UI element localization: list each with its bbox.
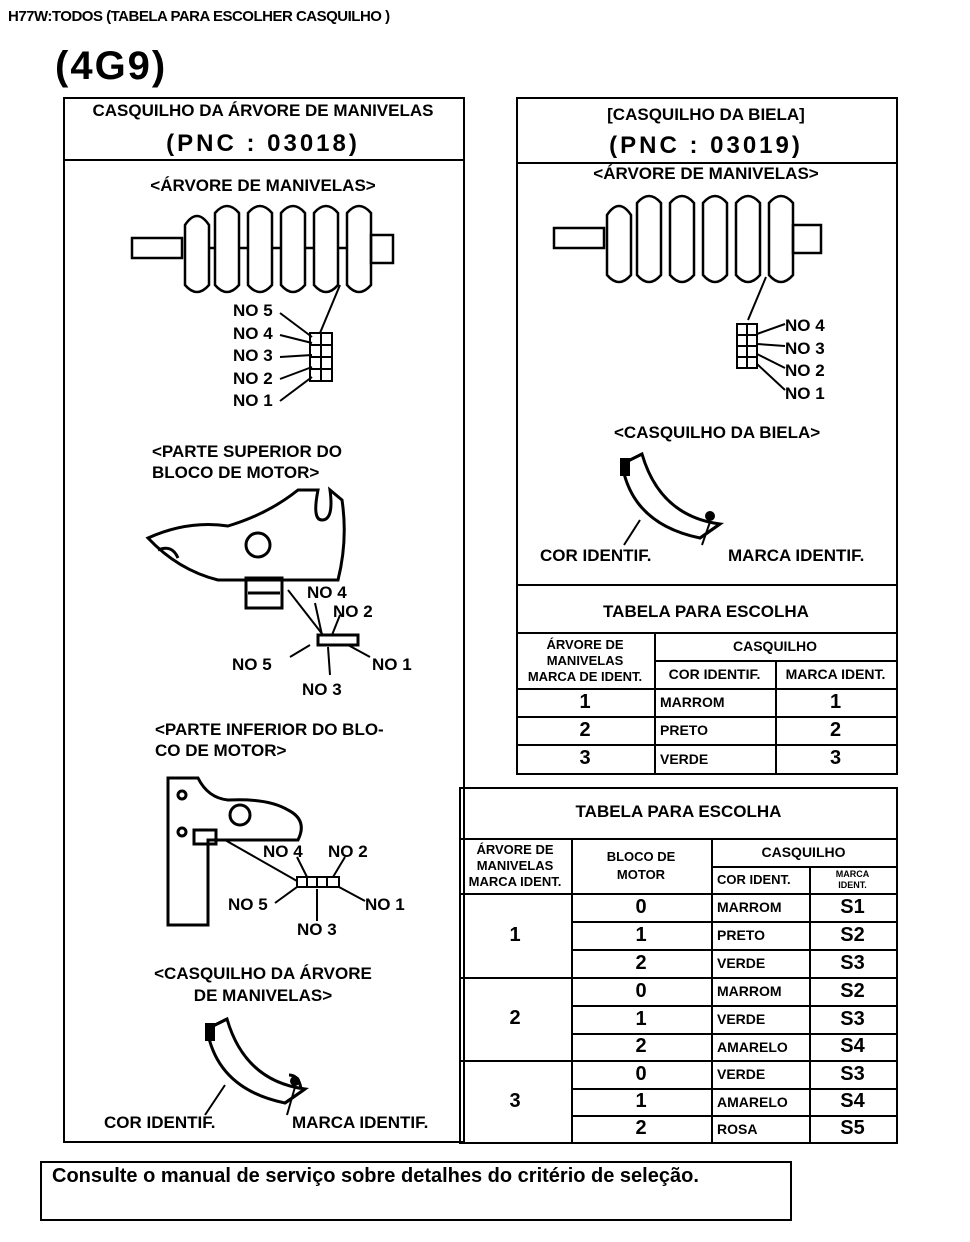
right-color-ident-label: COR IDENTIF. [540,546,652,565]
t2-col3-header: COR IDENT. [717,872,791,887]
t2-g1-crank: 1 [509,923,521,946]
crankshaft-drawing [130,205,400,300]
right-panel-pnc: (PNC : 03019) [609,132,803,159]
crank-bearing-label-1: <CASQUILHO DA ÁRVORE [154,964,372,983]
rod-bearing-label: <CASQUILHO DA BIELA> [614,423,821,442]
t2-g3-r2-block: 1 [635,1090,647,1112]
t2-col2-line2: MOTOR [616,867,666,882]
right-mark-ident-label: MARCA IDENTIF. [728,546,865,565]
upper-block-label-2: BLOCO DE MOTOR> [152,463,320,482]
t2-g3-r2-color: AMARELO [717,1093,788,1110]
t2-g2-r3-ident: S4 [840,1035,865,1057]
crank-no2: NO 2 [233,368,273,388]
t2-g1-r1-ident: S1 [840,895,865,918]
upper-no3: NO 3 [302,680,342,699]
t2-col1-line2: MANIVELAS [476,858,554,873]
t2-g1-r2-block: 1 [635,923,647,946]
t1-row2-color: PRETO [660,722,708,738]
lower-no1: NO 1 [365,895,405,914]
t2-g2-r1-ident: S2 [840,979,865,1002]
t2-g2-r2-block: 1 [635,1007,647,1030]
t1-col1-line3: MARCA DE IDENT. [527,669,643,684]
rod-no3: NO 3 [785,338,825,358]
left-mark-ident-label: MARCA IDENTIF. [292,1113,429,1132]
t2-g1-r1-block: 0 [635,895,647,918]
t2-g3-r1-block: 0 [635,1062,647,1085]
t2-col4-line2: IDENT. [838,879,867,890]
t2-g3-r1-color: VERDE [717,1066,766,1082]
t1-row3-ident: 3 [829,747,842,769]
t1-col1-line1: ÁRVORE DE [546,637,624,652]
t2-g2-r2-ident: S3 [840,1007,865,1030]
right-panel-title: [CASQUILHO DA BIELA] [607,105,805,124]
table1-title: TABELA PARA ESCOLHA [603,602,809,621]
t2-g3-r3-block: 2 [635,1117,647,1139]
t2-g3-r3-ident: S5 [840,1117,865,1139]
t2-g1-r2-ident: S2 [840,923,865,946]
t2-g2-r1-color: MARROM [717,983,782,999]
lower-block-label-2: CO DE MOTOR> [155,741,287,760]
t2-col2-line1: BLOCO DE [606,849,676,864]
upper-arrows [270,595,380,675]
t2-g3-r3-color: ROSA [717,1120,758,1137]
crank-no1: NO 1 [233,391,273,410]
t2-g3-r2-ident: S4 [840,1090,865,1112]
t2-g2-r3-color: AMARELO [717,1038,788,1055]
t1-col2-header: COR IDENTIF. [668,666,761,682]
crank-mark-grid [280,305,340,405]
t1-row2-mark: 2 [579,718,591,741]
lower-no4: NO 4 [263,842,303,861]
t2-g1-r3-block: 2 [635,951,647,974]
rod-bearing-shell-drawing [610,450,740,550]
t1-row3-mark: 3 [579,747,591,769]
upper-no4: NO 4 [307,583,347,602]
crank-no4: NO 4 [233,323,273,343]
upper-no1: NO 1 [372,655,412,674]
t2-g1-r3-color: VERDE [717,955,766,971]
t2-group-header: CASQUILHO [761,844,846,860]
t2-col1-line1: ÁRVORE DE [476,842,554,857]
upper-no5: NO 5 [232,655,272,674]
lower-block-label-1: <PARTE INFERIOR DO BLO- [155,720,384,739]
rod-no4: NO 4 [785,316,825,335]
table2-title: TABELA PARA ESCOLHA [575,802,782,821]
t2-g2-r2-color: VERDE [717,1011,766,1027]
t2-col1-line3: MARCA IDENT. [468,874,562,889]
t1-group-header: CASQUILHO [733,638,817,654]
t2-g2-crank: 2 [509,1007,521,1029]
lower-no5: NO 5 [228,895,268,914]
lower-no2: NO 2 [328,842,368,861]
t2-g2-r1-block: 0 [635,979,647,1002]
t2-col4-line1: MARCA [835,868,870,879]
left-crankshaft-label: <ÁRVORE DE MANIVELAS> [150,176,376,195]
crank-bearing-label-2: DE MANIVELAS> [193,986,333,1005]
t1-row2-ident: 2 [829,718,842,741]
t2-g1-r3-ident: S3 [840,951,865,974]
t2-g3-r1-ident: S3 [840,1062,865,1085]
document-header: H77W:TODOS (TABELA PARA ESCOLHER CASQUILHO ) [8,8,390,25]
t1-row1-ident: 1 [829,690,842,713]
upper-no2: NO 2 [333,602,373,621]
crank-no5: NO 5 [233,301,273,320]
t1-col3-header: MARCA IDENT. [785,666,886,682]
engine-code: (4G9) [55,44,168,88]
t1-row1-color: MARROM [660,694,725,710]
rod-no2: NO 2 [785,361,825,380]
crank-no3: NO 3 [233,346,273,365]
t1-row3-color: VERDE [660,750,709,767]
t2-g2-r3-block: 2 [635,1035,647,1057]
lower-arrows [225,835,385,925]
left-color-ident-label: COR IDENTIF. [104,1113,216,1132]
t2-g3-crank: 3 [509,1089,521,1112]
t2-g1-r2-color: PRETO [717,927,765,943]
crank-bearing-shell-drawing [195,1015,325,1115]
footer-note: Consulte o manual de serviço sobre detalhes do critério de seleção. [52,1165,699,1187]
lower-no3: NO 3 [297,920,337,939]
left-panel-title: CASQUILHO DA ÁRVORE DE MANIVELAS [92,101,434,120]
right-crankshaft-label: <ÁRVORE DE MANIVELAS> [593,164,819,183]
upper-block-label-1: <PARTE SUPERIOR DO [152,442,343,461]
left-panel-pnc: (PNC : 03018) [166,130,360,157]
rod-no1: NO 1 [785,383,825,403]
t1-row1-mark: 1 [579,690,591,713]
t1-col1-line2: MANIVELAS [546,653,624,668]
rod-crankshaft-drawing [552,195,832,290]
t2-g1-r1-color: MARROM [717,899,782,915]
